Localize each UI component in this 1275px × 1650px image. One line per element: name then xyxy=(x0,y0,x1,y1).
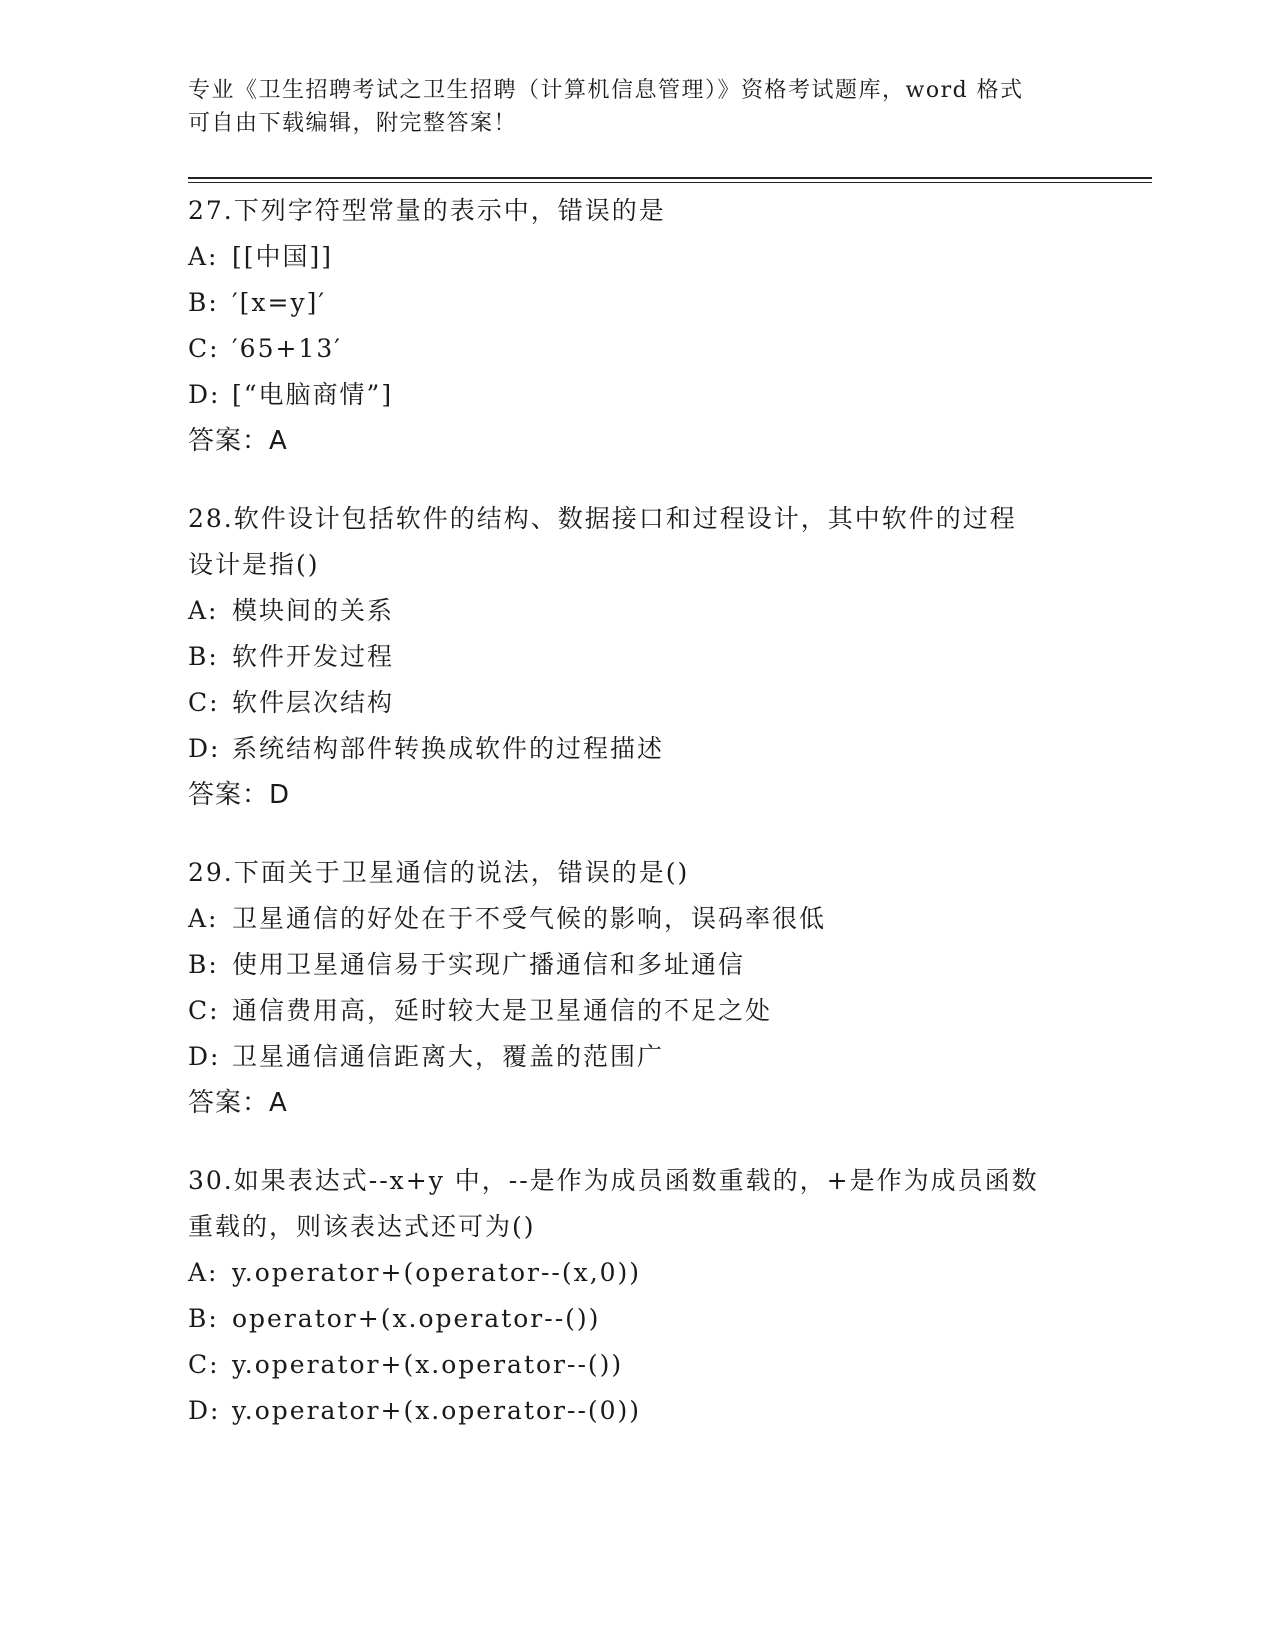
option-b xyxy=(188,942,1088,988)
option-b xyxy=(188,280,1088,326)
question-stem: 28.软件设计包括软件的结构、数据接口和过程设计，其中软件的过程 xyxy=(188,504,1017,533)
question-27 xyxy=(188,188,1088,464)
option-c xyxy=(188,680,1088,726)
document-header xyxy=(188,74,1088,140)
question-stem: 27.下列字符型常量的表示中，错误的是 xyxy=(188,196,666,225)
option-text: 通信费用高，延时较大是卫星通信的不足之处 xyxy=(232,996,773,1025)
answer-text: 答案：A xyxy=(188,1088,288,1118)
option-label: B: xyxy=(188,950,219,979)
option-label: A: xyxy=(188,596,219,625)
question-29 xyxy=(188,850,1088,1126)
option-a xyxy=(188,234,1088,280)
option-label: C: xyxy=(188,1350,220,1379)
option-text: 卫星通信通信距离大，覆盖的范围广 xyxy=(232,1042,665,1071)
option-label: C: xyxy=(188,334,220,363)
option-c xyxy=(188,988,1088,1034)
option-label: D: xyxy=(188,1042,221,1071)
option-text: [“电脑商情”] xyxy=(232,380,394,409)
option-text: [[中国]] xyxy=(232,242,334,271)
option-text: y.operator+(x.operator--(0)) xyxy=(232,1396,642,1425)
question-stem-continued: 重载的，则该表达式还可为() xyxy=(188,1212,536,1241)
option-label: C: xyxy=(188,996,220,1025)
option-text: 卫星通信的好处在于不受气候的影响，误码率很低 xyxy=(232,904,827,933)
option-label: A: xyxy=(188,242,219,271)
question-30 xyxy=(188,1158,1088,1434)
option-b xyxy=(188,1296,1088,1342)
option-text: 模块间的关系 xyxy=(232,596,395,625)
question-28 xyxy=(188,496,1088,818)
question-list xyxy=(188,188,1088,1466)
option-label: A: xyxy=(188,1258,219,1287)
question-stem: 30.如果表达式--x+y 中，--是作为成员函数重载的，+是作为成员函数 xyxy=(188,1166,1039,1195)
option-label: D: xyxy=(188,380,221,409)
option-c xyxy=(188,326,1088,372)
option-text: operator+(x.operator--()) xyxy=(232,1304,601,1333)
answer-text: 答案：A xyxy=(188,426,288,456)
option-a xyxy=(188,588,1088,634)
option-text: ′[x=y]′ xyxy=(232,288,327,317)
option-text: 软件开发过程 xyxy=(232,642,395,671)
option-text: y.operator+(operator--(x,0)) xyxy=(232,1258,642,1287)
option-a xyxy=(188,896,1088,942)
option-label: D: xyxy=(188,1396,221,1425)
option-label: B: xyxy=(188,1304,219,1333)
option-d xyxy=(188,726,1088,772)
option-d xyxy=(188,1388,1088,1434)
answer-text: 答案：D xyxy=(188,780,291,810)
option-d xyxy=(188,1034,1088,1080)
option-text: 系统结构部件转换成软件的过程描述 xyxy=(232,734,665,763)
option-label: D: xyxy=(188,734,221,763)
option-a xyxy=(188,1250,1088,1296)
option-label: B: xyxy=(188,288,219,317)
header-line-2: 可自由下载编辑，附完整答案！ xyxy=(188,111,518,136)
option-label: C: xyxy=(188,688,220,717)
option-text: 使用卫星通信易于实现广播通信和多址通信 xyxy=(232,950,746,979)
option-b xyxy=(188,634,1088,680)
question-stem: 29.下面关于卫星通信的说法，错误的是() xyxy=(188,858,690,887)
option-c xyxy=(188,1342,1088,1388)
option-text: 软件层次结构 xyxy=(232,688,395,717)
header-divider-thin xyxy=(188,182,1152,183)
header-line-1: 专业《卫生招聘考试之卫生招聘（计算机信息管理）》资格考试题库，word 格式 xyxy=(188,78,1024,103)
option-d xyxy=(188,372,1088,418)
option-label: A: xyxy=(188,904,219,933)
question-stem-continued: 设计是指() xyxy=(188,550,320,579)
option-text: ′65+13′ xyxy=(232,334,342,363)
option-text: y.operator+(x.operator--()) xyxy=(232,1350,624,1379)
header-divider-thick xyxy=(188,177,1152,179)
option-label: B: xyxy=(188,642,219,671)
